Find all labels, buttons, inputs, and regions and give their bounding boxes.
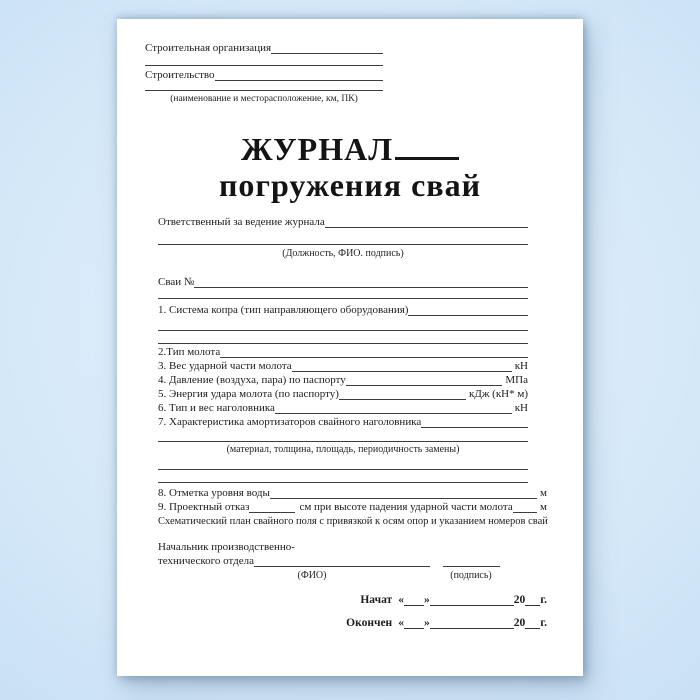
schematic-note-row bbox=[158, 515, 547, 528]
started-label: Начат bbox=[360, 594, 393, 606]
piles-blank-line bbox=[194, 287, 528, 288]
item-5-unit: кДж (кН* м) bbox=[468, 388, 528, 400]
started-month-blank bbox=[430, 605, 514, 606]
item-3-row bbox=[158, 360, 528, 373]
item-7-label: 7. Характеристика амортизаторов свайного наголовника bbox=[158, 416, 422, 428]
item-5-label: 5. Энергия удара молота (по паспорту) bbox=[158, 388, 339, 400]
item-7-row bbox=[158, 416, 528, 429]
started-year-blank bbox=[525, 605, 540, 606]
finished-day-blank bbox=[404, 628, 424, 629]
started-day-blank bbox=[404, 605, 424, 606]
item-1-row bbox=[158, 304, 528, 317]
finished-year-suffix: г. bbox=[540, 617, 547, 629]
quote-close: » bbox=[423, 594, 430, 606]
responsible-hint: (Должность, ФИО. подпись) bbox=[282, 248, 404, 259]
responsible-label: Ответственный за ведение журнала bbox=[158, 216, 325, 228]
form-title-line1 bbox=[117, 131, 583, 167]
item-1-blank-line bbox=[408, 315, 528, 316]
construction-row bbox=[145, 69, 383, 82]
item-6-label: 6. Тип и вес наголовника bbox=[158, 402, 275, 414]
item-4-blank-line bbox=[346, 385, 503, 386]
item-8-row bbox=[158, 487, 547, 500]
finished-date-row bbox=[346, 617, 547, 630]
blank-line bbox=[145, 65, 383, 66]
item-8-unit: м bbox=[540, 487, 547, 499]
org-row bbox=[145, 42, 383, 55]
responsible-blank-line bbox=[325, 227, 528, 228]
piles-row bbox=[158, 276, 528, 289]
item-9-unit: м bbox=[540, 501, 547, 513]
chief-row-1 bbox=[158, 541, 500, 554]
item-6-row bbox=[158, 402, 528, 415]
org-label: Строительная организация bbox=[145, 42, 272, 54]
item-2-blank-line bbox=[220, 357, 528, 358]
item-5-row bbox=[158, 388, 528, 401]
blank-line bbox=[145, 90, 383, 91]
blank-line bbox=[158, 482, 528, 483]
blank-line bbox=[158, 244, 528, 245]
chief-row-2 bbox=[158, 555, 500, 568]
schematic-note: Схематический план свайного поля с привязкой к осям опор и указанием номеров свай bbox=[158, 516, 548, 527]
item-6-unit: кН bbox=[514, 402, 528, 414]
item-6-blank-line bbox=[275, 413, 512, 414]
chief-fio-hint: (ФИО) bbox=[297, 570, 327, 581]
item-4-unit: МПа bbox=[505, 374, 528, 386]
started-year-suffix: г. bbox=[540, 594, 547, 606]
blank-line bbox=[158, 298, 528, 299]
item-7-blank-line bbox=[421, 427, 528, 428]
finished-label: Окончен bbox=[346, 617, 393, 629]
item-4-row bbox=[158, 374, 528, 387]
location-hint: (наименование и месторасположение, км, ПК) bbox=[170, 94, 358, 104]
responsible-row bbox=[158, 216, 528, 229]
finished-year-blank bbox=[525, 628, 540, 629]
item-8-blank-line bbox=[270, 498, 537, 499]
piles-label: Сваи № bbox=[158, 276, 195, 288]
item-3-blank-line bbox=[292, 371, 512, 372]
form-title-text1: ЖУРНАЛ bbox=[240, 131, 394, 167]
item-2-label: 2.Тип молота bbox=[158, 346, 221, 358]
chief-label-line2: технического отдела bbox=[158, 555, 255, 567]
item-9-blank-line-2 bbox=[513, 512, 537, 513]
blank-line bbox=[158, 330, 528, 331]
quote-open: « bbox=[398, 594, 404, 606]
item-3-label: 3. Вес ударной части молота bbox=[158, 360, 292, 372]
form-title-line2: погружения свай bbox=[218, 167, 481, 203]
item-1-label: 1. Система копра (тип направляющего оборудования) bbox=[158, 304, 409, 316]
finished-month-blank bbox=[430, 628, 514, 629]
chief-signature-hint: (подпись) bbox=[450, 570, 492, 581]
started-date-row bbox=[360, 594, 547, 607]
blank-line bbox=[158, 441, 528, 442]
org-blank-line bbox=[271, 53, 383, 54]
blank-line bbox=[158, 343, 528, 344]
item-9-blank-line-1 bbox=[249, 512, 295, 513]
item-3-unit: кН bbox=[514, 360, 528, 372]
construction-label: Строительство bbox=[145, 69, 215, 81]
chief-fio-blank-line bbox=[254, 566, 430, 567]
started-year-prefix: 20 bbox=[513, 594, 526, 606]
finished-year-prefix: 20 bbox=[513, 617, 526, 629]
item-2-row bbox=[158, 346, 528, 359]
quote-close: » bbox=[423, 617, 430, 629]
item-4-label: 4. Давление (воздуха, пара) по паспорту bbox=[158, 374, 346, 386]
item-8-label: 8. Отметка уровня воды bbox=[158, 487, 270, 499]
item-9-label-part1: 9. Проектный отказ bbox=[158, 501, 250, 513]
chief-signature-blank-line bbox=[443, 566, 500, 567]
chief-label-line1: Начальник производственно- bbox=[158, 541, 295, 553]
item-7-hint: (материал, толщина, площадь, периодичность замены) bbox=[226, 444, 460, 455]
item-5-blank-line bbox=[339, 399, 466, 400]
item-9-row bbox=[158, 501, 547, 514]
construction-blank-line bbox=[215, 80, 383, 81]
item-9-label-part2: см при высоте падения ударной части молота bbox=[299, 501, 513, 513]
blank-line bbox=[158, 469, 528, 470]
form-title bbox=[117, 131, 583, 203]
quote-open: « bbox=[398, 617, 404, 629]
title-blank-line bbox=[395, 157, 459, 160]
form-page bbox=[117, 19, 583, 676]
